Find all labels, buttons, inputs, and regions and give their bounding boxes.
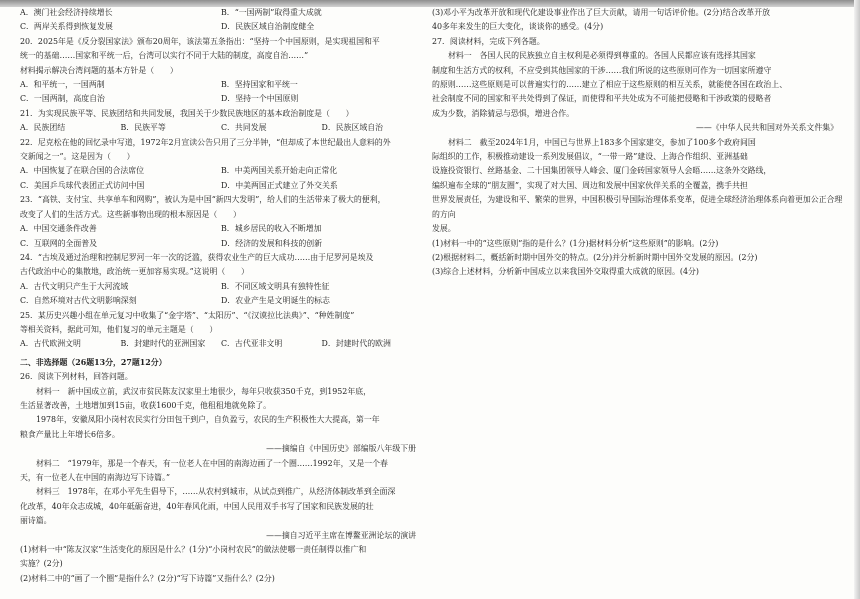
option-c: C．两岸关系得到恢复发展 (20, 22, 113, 32)
question-22 (20, 136, 422, 194)
options-row (20, 222, 422, 236)
question-stem: 23．“高铁、支付宝、共享单车和网购”，被认为是中国“新四大发明”，给人们的生活带来了极大的便利， (20, 195, 386, 205)
question-24 (20, 251, 422, 309)
options-row (20, 164, 422, 178)
option-a: A．古代文明只产生于大河流域 (20, 281, 129, 291)
option-a: A．和平统一，一国两制 (20, 80, 105, 90)
options-row (20, 237, 422, 251)
material-two: 编织遍布全球的“朋友圈”，实现了对大国、周边和发展中国家伙伴关系的全覆盖，携手共担 (432, 180, 748, 190)
option-b: B．坚持国家和平统一 (221, 80, 298, 90)
option-c: C．自然环境对古代文明影响深刻 (20, 296, 137, 306)
option-a: A．古代欧洲文明 (20, 339, 81, 349)
option-d: D．农业产生是文明诞生的标志 (221, 296, 330, 306)
material-three: 丽诗篇。 (20, 516, 52, 526)
options-row (20, 280, 422, 294)
sub-question: (3)综合上述材料，分析新中国成立以来我国外交取得重大成就的原因。(4分) (432, 267, 699, 277)
material-two: 天，有一位老人在中国的南海边写下诗篇。” (20, 473, 171, 482)
option-b: B．不同区域文明具有独特性征 (221, 281, 330, 291)
material-one: 生活显著改善，土地增加到15亩，收获1600千克，他租租地就免除了。 (20, 400, 272, 410)
option-b: B．中美两国关系开始走向正常化 (221, 166, 338, 176)
question-20 (20, 35, 422, 107)
material-two: 发展。 (432, 224, 456, 234)
material-source: ——摘自习近平主席在博鳌亚洲论坛的演讲 (266, 530, 416, 540)
material-one: 的原则……这些原则是可以普遍实行的……建立了相应于这些原则的相互关系，就能使各国在政治上、 (432, 80, 788, 90)
option-c: C．共同发展 (221, 123, 267, 133)
option-b: B．“一国两制”取得重大成就 (221, 8, 322, 17)
question-25 (20, 309, 422, 352)
question-stem: 统一的基础……国家和平统一后，台湾可以实行不同于大陆的制度，高度自治……” (20, 51, 309, 61)
option-a: A．中国恢复了在联合国的合法席位 (20, 166, 145, 176)
options-row (20, 294, 422, 308)
question-stem: 20．2025年是《反分裂国家法》颁布20周年，该法第五条指出：“坚持一个中国原则，是实现祖国和平 (20, 36, 380, 46)
sub-question: (1)材料一中的“这些原则”指的是什么？(1分)据材料分析“这些原则”的影响。(2分) (432, 238, 719, 248)
material-source: ——《中华人民共和国对外关系文件集》 (695, 123, 838, 133)
question-stem: 27．阅读材料，完成下列各题。 (432, 36, 545, 46)
question-stem: 25．某历史兴趣小组在单元复习中收集了“金字塔”、“太阳历”、“《汉谟拉比法典》”、“种姓制度” (20, 310, 355, 320)
material-three: 材料三 1978年，在邓小平先生倡导下，……从农村到城市，从试点到推广，从经济体制改革到全面深 (36, 487, 396, 497)
material-two: 材料二 截至2024年1月，中国已与世界上183多个国家建交，参加了100多个政府间国 (448, 137, 756, 147)
material-two: 设施投资银行、丝路基金、二十国集团领导人峰会、厦门金砖国家领导人会晤……这条外交路线， (432, 166, 772, 176)
options-row (20, 337, 422, 351)
options-row (20, 121, 422, 135)
material-two: 际组织的工作，积极推动建设一系列发展倡议，“一带一路”建设、上海合作组织、亚洲基础 (432, 152, 748, 162)
material-three: 化改革，40年众志成城，40年砥砺奋进，40年春风化雨，中国人民用双手书写了国家和民族发展的壮 (20, 501, 374, 511)
question-stem: 26．阅读下列材料，回答问题。 (20, 372, 133, 382)
question-stem: 24．“古埃及通过治理和控制尼罗河一年一次的泛滥，获得农业生产的巨大成功……由于尼罗河是埃及 (20, 252, 374, 262)
sub-question: (3)邓小平为改革开放和现代化建设事业作出了巨大贡献，请用一句话评价他。(2分)结合改革开放 (432, 8, 770, 17)
material-one: 粮食产量比上年增长6倍多。 (20, 429, 120, 439)
section-heading: 二、非选择题（26题13分，27题12分） (20, 357, 167, 367)
sub-question: (2)根据材料二，概括新时期中国外交的特点。(2分)并分析新时期中国外交发展的原因。(2分) (432, 252, 758, 262)
option-d: D．经济的发展和科技的创新 (221, 238, 323, 248)
q19-options-row-2 (20, 20, 422, 34)
sub-question: (2)材料二中的“画了一个圈”是指什么？(2分)“写下诗篇”又指什么？(2分) (20, 573, 275, 583)
material-one: 1978年，安徽凤阳小岗村农民实行分田包干到户，自负盈亏，农民的生产积极性大大提高，第一年 (36, 415, 380, 425)
option-d: D．中美两国正式建立了外交关系 (221, 180, 338, 190)
option-c: C．互联网的全面普及 (20, 238, 98, 248)
material-one: 制度和生活方式的权利，不应受到其他国家的干涉……我们所说的这些原则可作为一切国家所遵守 (432, 65, 772, 75)
option-c: C．一国两制，高度自治 (20, 94, 105, 104)
question-23 (20, 193, 422, 251)
question-stem: 22．尼克松在他的回忆录中写道，1972年2月宣读公告只用了三分半钟，“但却成了本世纪最出人意料的外 (20, 137, 391, 147)
material-two: 材料二 “1979年，那是一个春天，有一位老人在中国的南海边画了一个圈……1992年，又是一个春 (36, 458, 388, 468)
option-d: D．坚持一个中国原则 (221, 94, 299, 104)
scan-right-edge (854, 0, 860, 599)
right-column (432, 6, 844, 280)
option-c: C．美国乒乓球代表团正式访问中国 (20, 180, 145, 190)
option-a: A．民族团结 (20, 123, 66, 133)
options-row (20, 78, 422, 92)
material-source: ——摘编自《中国历史》部编版八年级下册 (266, 444, 416, 454)
question-21 (20, 107, 422, 136)
question-stem: 古代政治中心的集散地，政治统一更加容易实现。”这说明（ ） (20, 267, 249, 277)
options-row (20, 92, 422, 106)
options-row (20, 179, 422, 193)
option-c: C．古代亚非文明 (221, 339, 283, 349)
sub-question: 实施？(2分) (20, 559, 63, 569)
option-b: B．民族平等 (120, 123, 166, 133)
option-a: A．中国交通条件改善 (20, 224, 97, 234)
material-one: 材料一 各国人民的民族独立自主权利是必须得到尊重的。各国人民都应该有选择其国家 (448, 51, 756, 61)
question-stem: 21．为实现民族平等、民族团结和共同发展，我国关于少数民族地区的基本政治制度是（ ） (20, 108, 354, 118)
question-stem: 材料揭示解决台湾问题的基本方针是（ ） (20, 65, 178, 75)
option-b: B．封建时代的亚洲国家 (120, 339, 206, 349)
material-one: 成为少数，消除猜忌与恐惧，增进合作。 (432, 108, 575, 118)
option-b: B．城乡居民的收入不断增加 (221, 224, 322, 234)
option-d: D．民族区域自治 (321, 123, 384, 133)
question-stem: 交新闻之一”。这是因为（ ） (20, 152, 135, 162)
material-two: 世界发展责任，为建设和平、繁荣的世界，中国积极引导国际治理体系变革，促进全球经济治理体系向着更加公正合理的方向 (432, 195, 843, 219)
option-d: D．封建时代的欧洲 (321, 339, 391, 349)
sub-question: (1)材料一中“陈友汉家”生活变化的原因是什么？(1分)“小岗村农民”的做法使哪一责任制得以推广和 (20, 545, 367, 555)
question-26 (20, 370, 422, 586)
option-a: A．澳门社会经济持续增长 (20, 8, 113, 17)
material-one: 材料一 新中国成立前，武汉市贫民陈友汉家里土地很少，每年只收获350千克，到1952年底， (36, 386, 371, 396)
question-stem: 改变了人们的生活方式。这些新事物出现的根本原因是（ ） (20, 209, 241, 219)
question-27 (432, 35, 844, 280)
sub-question: 40多年来发生的巨大变化，谈谈你的感受。(4分) (432, 22, 604, 32)
option-d: D．民族区域自治制度健全 (221, 22, 315, 32)
material-one: 社会制度不同的国家和平共处得到了保证，而使得和平共处成为不可能把侵略和干涉政策的侵略者 (432, 94, 772, 104)
question-stem: 等相关资料，据此可知，他们复习的单元主题是（ ） (20, 324, 218, 334)
left-column (20, 6, 422, 586)
q19-options-row-1 (20, 6, 422, 20)
